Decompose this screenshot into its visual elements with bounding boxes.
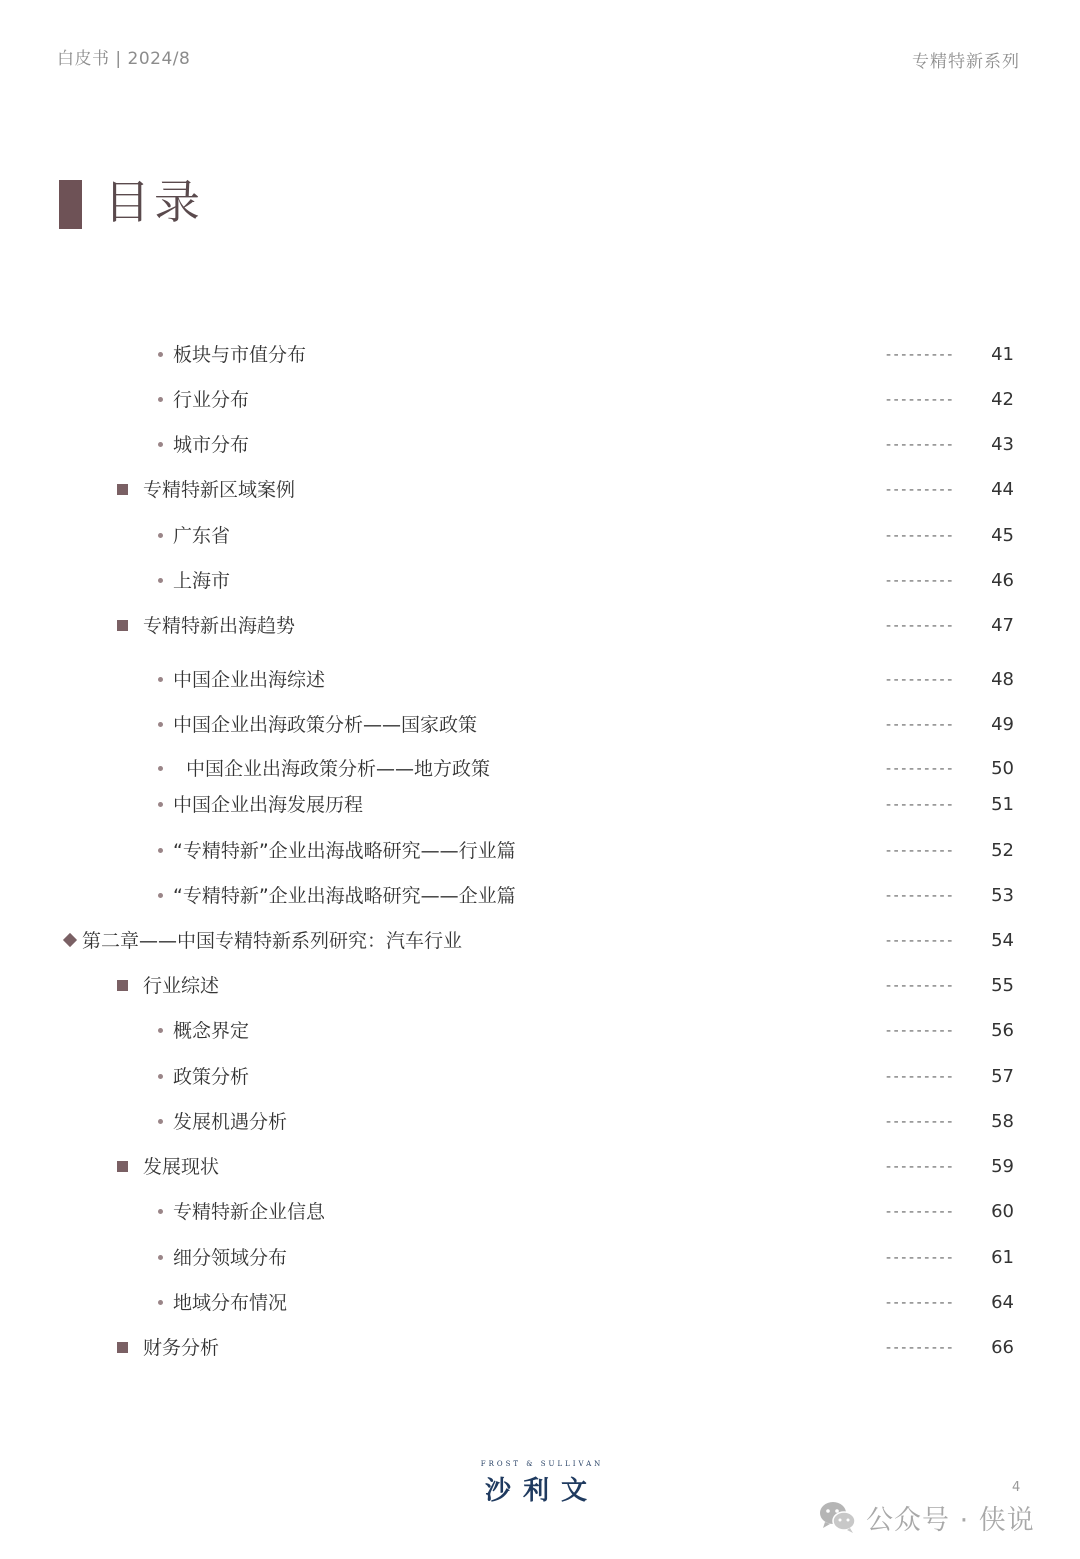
toc-entry-page-number: 64 — [991, 1292, 1014, 1313]
toc-entry-page-number: 57 — [991, 1066, 1014, 1087]
toc-entry-label: 政策分析 — [173, 1066, 250, 1088]
toc-entry-page-number: 47 — [991, 615, 1014, 636]
toc-entry-page-number: 58 — [991, 1111, 1014, 1132]
toc-entry-page-number: 51 — [991, 794, 1014, 815]
bullet-marker — [158, 352, 163, 357]
toc-entry-label: 中国企业出海政策分析——国家政策 — [173, 714, 478, 736]
toc-leader-dashes: --------- — [886, 978, 955, 994]
toc-entry — [0, 1333, 1080, 1363]
wechat-icon — [818, 1499, 858, 1535]
toc-entry-page-number: 59 — [991, 1156, 1014, 1177]
toc-entry — [0, 566, 1080, 596]
square-marker — [117, 620, 128, 631]
toc-leader-dashes: --------- — [886, 672, 955, 688]
bullet-marker — [158, 1300, 163, 1305]
toc-entry-label: “专精特新”企业出海战略研究——企业篇 — [173, 885, 516, 907]
toc-leader-dashes: --------- — [886, 573, 955, 589]
toc-entry — [0, 430, 1080, 460]
toc-leader-dashes: --------- — [886, 717, 955, 733]
toc-leader-dashes: --------- — [886, 797, 955, 813]
bullet-marker — [158, 766, 163, 771]
bullet-marker — [158, 802, 163, 807]
diamond-marker — [63, 933, 77, 947]
toc-leader-dashes: --------- — [886, 933, 955, 949]
bullet-marker — [158, 1209, 163, 1214]
toc-leader-dashes: --------- — [886, 347, 955, 363]
toc-entry — [0, 1062, 1080, 1092]
toc-entry — [0, 881, 1080, 911]
toc-entry-page-number: 55 — [991, 975, 1014, 996]
toc-entry — [0, 385, 1080, 415]
toc-entry-page-number: 46 — [991, 570, 1014, 591]
square-marker — [117, 484, 128, 495]
toc-entry — [0, 1016, 1080, 1046]
toc-entry-label: 中国企业出海发展历程 — [173, 794, 364, 816]
bullet-marker — [158, 1119, 163, 1124]
toc-entry — [0, 665, 1080, 695]
toc-entry — [0, 836, 1080, 866]
toc-leader-dashes: --------- — [886, 843, 955, 859]
toc-leader-dashes: --------- — [886, 761, 955, 777]
toc-leader-dashes: --------- — [886, 1023, 955, 1039]
toc-entry-label: 财务分析 — [143, 1337, 220, 1359]
toc-leader-dashes: --------- — [886, 1340, 955, 1356]
toc-entry — [0, 1152, 1080, 1182]
toc-entry-page-number: 42 — [991, 389, 1014, 410]
header-document-type: 白皮书 | 2024/8 — [57, 49, 191, 69]
toc-entry-label: 广东省 — [173, 525, 231, 547]
watermark-text: 公众号 · 侠说 — [866, 1504, 1035, 1536]
wechat-watermark — [818, 1497, 1035, 1537]
toc-entry-page-number: 52 — [991, 840, 1014, 861]
toc-entry-label: 城市分布 — [173, 434, 250, 456]
toc-entry-page-number: 61 — [991, 1247, 1014, 1268]
toc-entry-label: 中国企业出海综述 — [173, 669, 326, 691]
bullet-marker — [158, 722, 163, 727]
toc-entry-label: 发展机遇分析 — [173, 1111, 288, 1133]
toc-entry-label: 第二章——中国专精特新系列研究：汽车行业 — [82, 930, 463, 952]
square-marker — [117, 980, 128, 991]
toc-entry — [0, 754, 1080, 784]
bullet-marker — [158, 1255, 163, 1260]
toc-entry — [0, 971, 1080, 1001]
toc-leader-dashes: --------- — [886, 1250, 955, 1266]
frost-sullivan-logo — [466, 1460, 618, 1504]
toc-entry — [0, 521, 1080, 551]
toc-entry-page-number: 41 — [991, 344, 1014, 365]
toc-entry — [0, 1243, 1080, 1273]
toc-leader-dashes: --------- — [886, 392, 955, 408]
bullet-marker — [158, 533, 163, 538]
toc-leader-dashes: --------- — [886, 1295, 955, 1311]
toc-entry — [0, 340, 1080, 370]
toc-entry-label: 行业分布 — [173, 389, 250, 411]
bullet-marker — [158, 1074, 163, 1079]
toc-entry-label: 上海市 — [173, 570, 231, 592]
toc-entry — [0, 475, 1080, 505]
toc-entry-label: 专精特新企业信息 — [173, 1201, 326, 1223]
toc-leader-dashes: --------- — [886, 618, 955, 634]
toc-entry — [0, 1107, 1080, 1137]
toc-entry-label: 概念界定 — [173, 1020, 250, 1042]
toc-leader-dashes: --------- — [886, 888, 955, 904]
toc-entry-page-number: 45 — [991, 525, 1014, 546]
square-marker — [117, 1161, 128, 1172]
toc-entry-page-number: 66 — [991, 1337, 1014, 1358]
bullet-marker — [158, 397, 163, 402]
square-marker — [117, 1342, 128, 1353]
toc-entry-page-number: 48 — [991, 669, 1014, 690]
toc-entry-label: “专精特新”企业出海战略研究——行业篇 — [173, 840, 516, 862]
logo-english-text: FROST & SULLIVAN — [480, 1460, 604, 1468]
bullet-marker — [158, 442, 163, 447]
toc-entry-label: 中国企业出海政策分析——地方政策 — [186, 758, 491, 780]
toc-leader-dashes: --------- — [886, 1069, 955, 1085]
bullet-marker — [158, 1028, 163, 1033]
toc-entry-label: 发展现状 — [143, 1156, 220, 1178]
toc-entry — [0, 790, 1080, 820]
toc-entry-page-number: 43 — [991, 434, 1014, 455]
toc-entry-page-number: 60 — [991, 1201, 1014, 1222]
toc-entry-label: 行业综述 — [143, 975, 220, 997]
bullet-marker — [158, 578, 163, 583]
toc-leader-dashes: --------- — [886, 528, 955, 544]
page-title: 目录 — [104, 175, 204, 229]
toc-leader-dashes: --------- — [886, 1114, 955, 1130]
bullet-marker — [158, 677, 163, 682]
toc-leader-dashes: --------- — [886, 437, 955, 453]
toc-leader-dashes: --------- — [886, 482, 955, 498]
toc-entry-label: 专精特新出海趋势 — [143, 615, 296, 637]
toc-entry — [0, 710, 1080, 740]
bullet-marker — [158, 893, 163, 898]
toc-leader-dashes: --------- — [886, 1159, 955, 1175]
toc-entry-label: 地域分布情况 — [173, 1292, 288, 1314]
page-number: 4 — [1012, 1480, 1021, 1495]
header-series-name: 专精特新系列 — [912, 52, 1020, 72]
toc-entry-page-number: 44 — [991, 479, 1014, 500]
title-accent-bar — [59, 180, 82, 229]
toc-entry-page-number: 49 — [991, 714, 1014, 735]
toc-entry-label: 细分领域分布 — [173, 1247, 288, 1269]
toc-entry — [0, 611, 1080, 641]
toc-entry — [0, 1288, 1080, 1318]
toc-entry — [0, 926, 1080, 956]
toc-entry-page-number: 56 — [991, 1020, 1014, 1041]
toc-entry-page-number: 53 — [991, 885, 1014, 906]
toc-leader-dashes: --------- — [886, 1204, 955, 1220]
toc-entry-page-number: 54 — [991, 930, 1014, 951]
toc-entry — [0, 1197, 1080, 1227]
logo-chinese-text: 沙利文 — [484, 1476, 599, 1506]
toc-entry-label: 专精特新区域案例 — [143, 479, 296, 501]
toc-entry-label: 板块与市值分布 — [173, 344, 307, 366]
toc-entry-page-number: 50 — [991, 758, 1014, 779]
bullet-marker — [158, 848, 163, 853]
